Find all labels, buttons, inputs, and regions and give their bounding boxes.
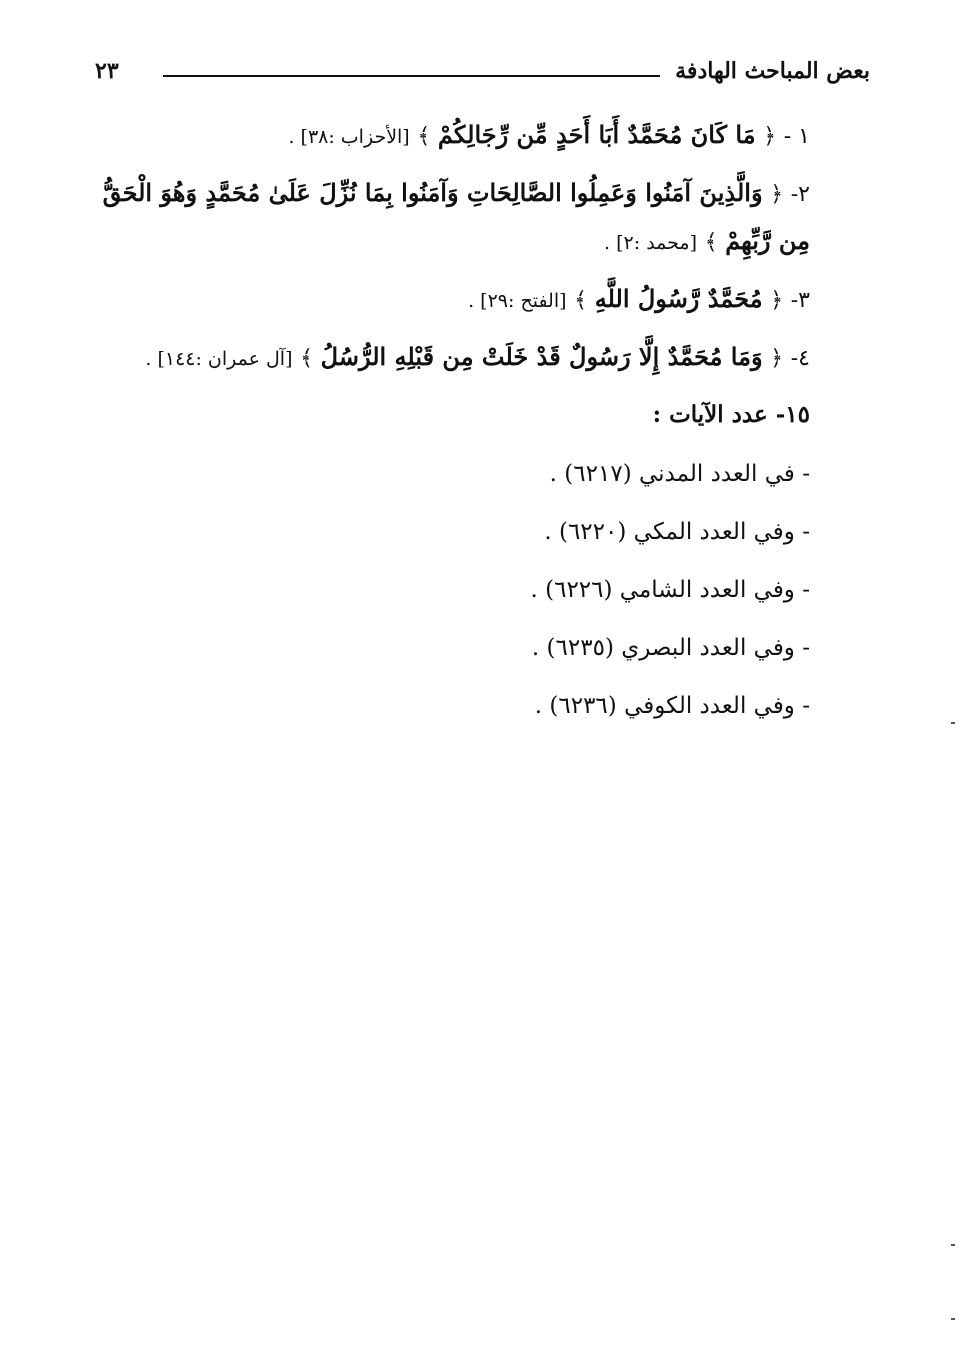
page-header — [95, 58, 870, 92]
verse-item-4 — [100, 334, 872, 382]
count-item-madani: - في العدد المدني (٦٢١٧) . — [549, 461, 810, 487]
ornate-bracket-open: ﴿ — [770, 288, 784, 313]
verse-item-1 — [100, 112, 872, 160]
verse-text: مَا كَانَ مُحَمَّدٌ أَبَا أَحَدٍ مِّن رِّجَالِكُمْ — [437, 120, 756, 149]
verse-number: ٤- — [790, 346, 810, 371]
verse-reference: [الأحزاب :٣٨] . — [288, 126, 410, 148]
page-number: ٢٣ — [95, 58, 119, 84]
verse-item-2 — [100, 170, 872, 266]
section-heading: ١٥- عدد الآيات : — [652, 401, 810, 428]
count-item-kufi: - وفي العدد الكوفي (٦٢٣٦) . — [534, 693, 810, 719]
verse-reference: [الفتح :٢٩] . — [468, 290, 567, 312]
ornate-bracket-close: ﴾ — [574, 288, 588, 313]
verse-reference: [آل عمران :١٤٤] . — [145, 348, 293, 370]
verse-text: وَمَا مُحَمَّدٌ إِلَّا رَسُولٌ قَدْ خَلَتْ مِن قَبْلِهِ الرُّسُلُ — [320, 342, 763, 371]
running-title: بعض المباحث الهادفة — [675, 58, 870, 84]
ornate-bracket-close: ﴾ — [704, 230, 718, 255]
verse-text: وَالَّذِينَ آمَنُوا وَعَمِلُوا الصَّالِحَاتِ وَآمَنُوا بِمَا نُزِّلَ عَلَىٰ مُحَمَّدٍ وَهُوَ الْحَقُّ مِن رَّبِّهِمْ — [102, 178, 810, 255]
verse-number: ١ - — [783, 124, 810, 149]
ornate-bracket-open: ﴿ — [763, 124, 777, 149]
verse-reference: [محمد :٢] . — [604, 232, 698, 254]
verse-number: ٣- — [790, 288, 810, 313]
ornate-bracket-close: ﴾ — [300, 346, 314, 371]
count-item-basri: - وفي العدد البصري (٦٢٣٥) . — [531, 635, 810, 661]
ornate-bracket-close: ﴾ — [417, 124, 431, 149]
verse-item-3 — [100, 276, 872, 324]
scan-speck — [951, 1318, 955, 1320]
header-rule — [163, 75, 660, 77]
verse-count-list — [100, 452, 872, 728]
scan-speck — [951, 1244, 955, 1246]
verse-text: مُحَمَّدٌ رَّسُولُ اللَّهِ — [594, 284, 763, 313]
ornate-bracket-open: ﴿ — [770, 182, 784, 207]
page-body — [100, 112, 872, 742]
count-item-makki: - وفي العدد المكي (٦٢٢٠) . — [544, 519, 810, 545]
verse-number: ٢- — [790, 182, 810, 207]
ornate-bracket-open: ﴿ — [770, 346, 784, 371]
count-item-shami: - وفي العدد الشامي (٦٢٢٦) . — [530, 577, 810, 603]
scan-speck — [951, 722, 955, 724]
